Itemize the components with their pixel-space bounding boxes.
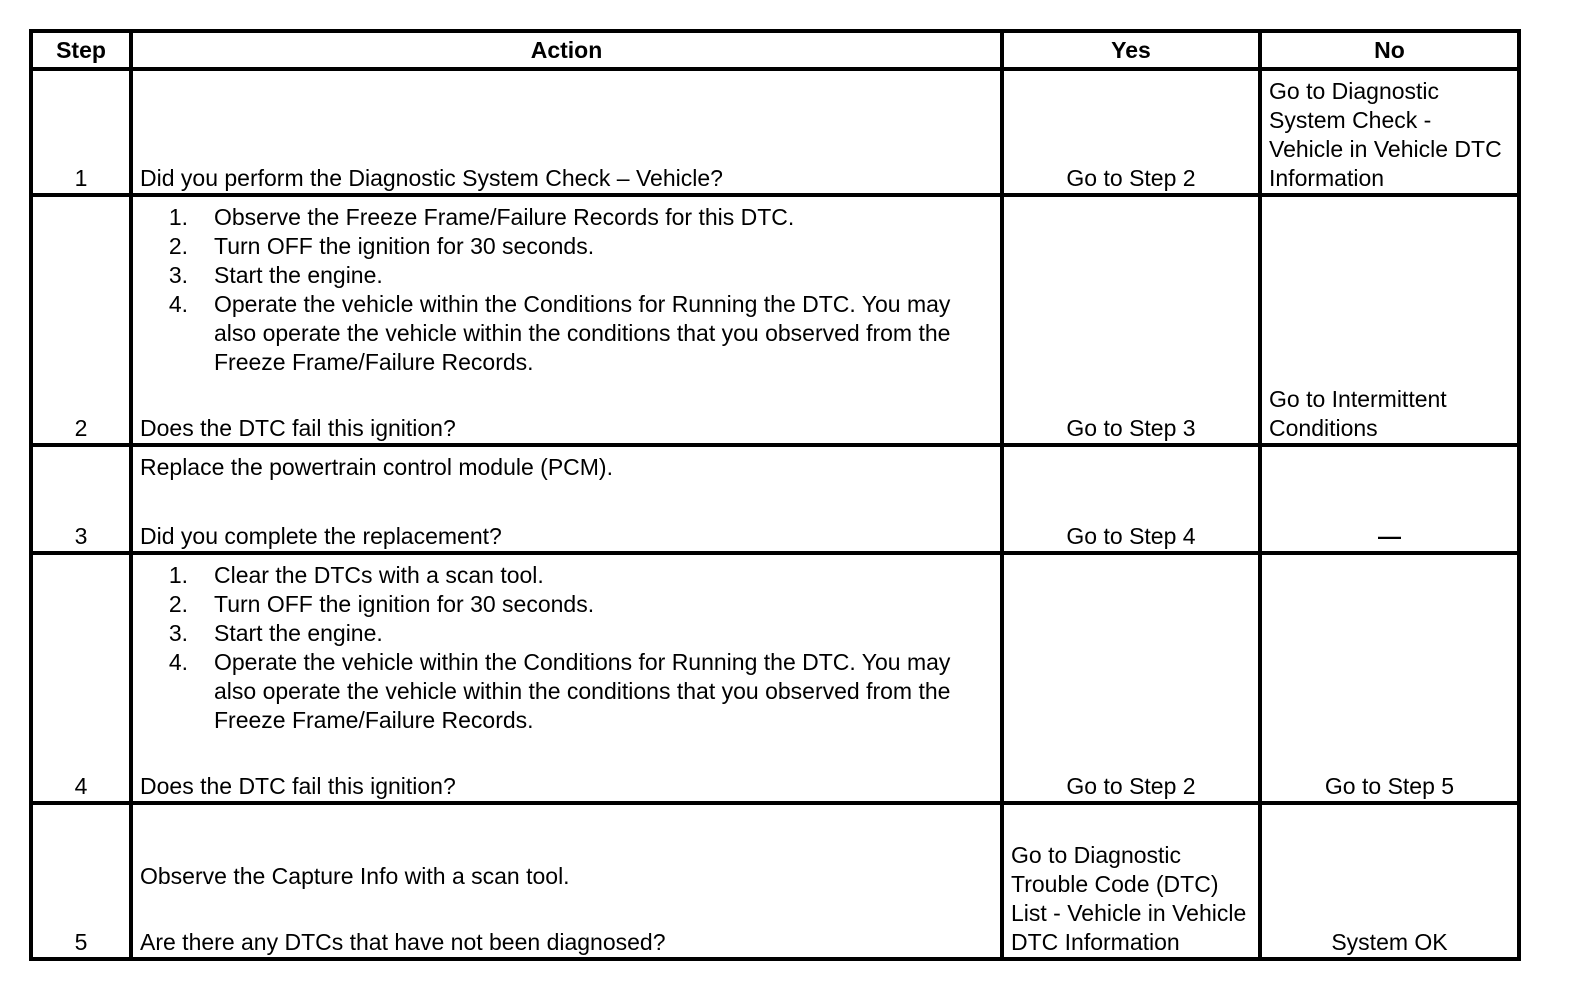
table-row [31,69,1519,195]
yes-cell: Go to Diagnostic Trouble Code (DTC) List - Vehicle in Vehicle DTC Information [1002,803,1260,959]
no-cell: Go to Diagnostic System Check - Vehicle in Vehicle DTC Information [1260,69,1519,195]
action-cell [131,69,1002,195]
table-row [31,553,1519,803]
list-item: 3. Start the engine. [168,262,383,288]
header-no: No [1260,31,1519,69]
action-intro: Observe the Capture Info with a scan tool. [140,863,570,889]
list-item: 1. Clear the DTCs with a scan tool. [168,562,544,588]
action-question: Did you complete the replacement? [140,523,502,549]
yes-cell: Go to Step 2 [1002,553,1260,803]
action-question: Are there any DTCs that have not been diagnosed? [140,929,666,955]
action-intro: Did you perform the Diagnostic System Check – Vehicle? [140,165,723,191]
action-question: Does the DTC fail this ignition? [140,415,456,441]
step-number: 4 [31,553,131,803]
header-yes: Yes [1002,31,1260,69]
list-item: 4. Operate the vehicle within the Conditions for Running the DTC. You may also operate the vehicle within the conditions that you observed from the Freeze Frame/Failure Records. [168,649,951,733]
no-cell: Go to Intermittent Conditions [1260,195,1519,445]
list-item: 4. Operate the vehicle within the Conditions for Running the DTC. You may also operate the vehicle within the conditions that you observed from the Freeze Frame/Failure Records. [168,291,951,375]
yes-cell: Go to Step 3 [1002,195,1260,445]
action-cell [131,553,1002,803]
action-cell [131,803,1002,959]
step-number: 1 [31,69,131,195]
action-intro: Replace the powertrain control module (PCM). [140,454,613,480]
action-content [140,453,993,551]
table-row [31,445,1519,553]
action-question: Does the DTC fail this ignition? [140,773,456,799]
step-number: 3 [31,445,131,553]
list-item: 2. Turn OFF the ignition for 30 seconds. [168,233,595,259]
step-number: 2 [31,195,131,445]
diagnostic-table-sheet [29,29,1517,961]
yes-cell: Go to Step 4 [1002,445,1260,553]
header-row [31,31,1519,69]
action-cell [131,195,1002,445]
no-cell: System OK [1260,803,1519,959]
table-row [31,195,1519,445]
table-row [31,803,1519,959]
action-cell [131,445,1002,553]
action-step-list [140,561,993,735]
action-content [140,203,993,443]
list-item: 1. Observe the Freeze Frame/Failure Records for this DTC. [168,204,795,230]
yes-cell: Go to Step 2 [1002,69,1260,195]
header-action: Action [131,31,1002,69]
no-cell: — [1260,445,1519,553]
action-content [140,561,993,801]
no-cell: Go to Step 5 [1260,553,1519,803]
step-number: 5 [31,803,131,959]
action-step-list [140,203,993,377]
list-item: 3. Start the engine. [168,620,383,646]
diagnostic-table [29,29,1521,961]
header-step: Step [31,31,131,69]
list-item: 2. Turn OFF the ignition for 30 seconds. [168,591,595,617]
